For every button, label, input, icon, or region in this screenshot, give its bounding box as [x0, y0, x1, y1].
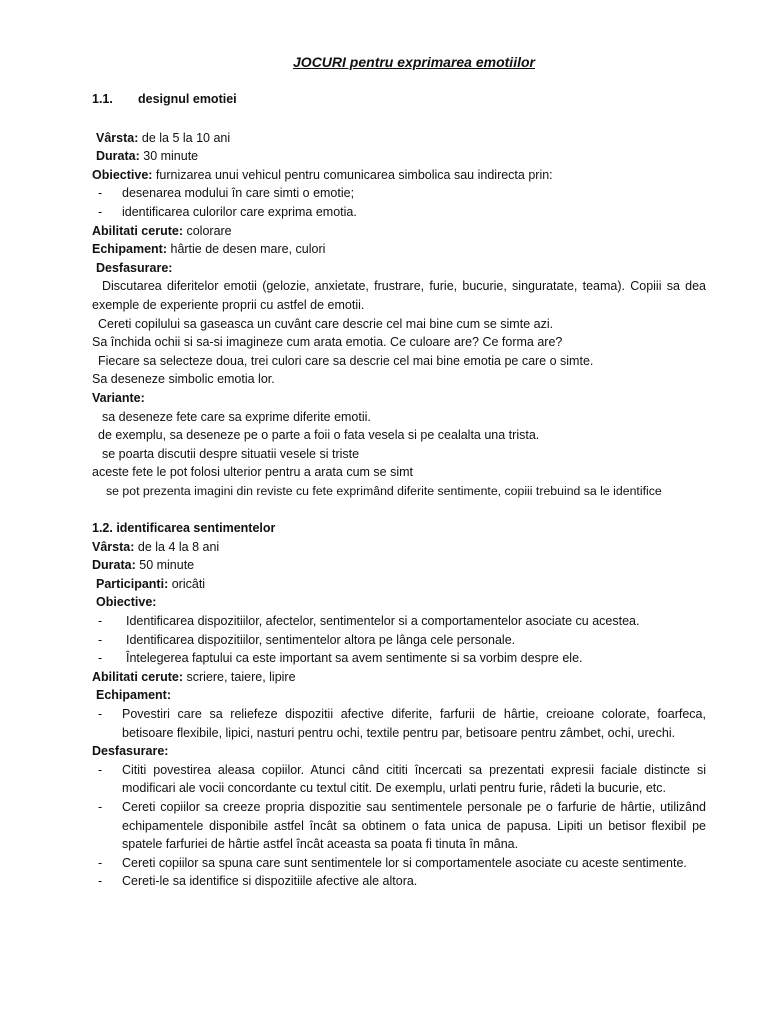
s1-var5: se pot prezenta imagini din reviste cu fete exprimând diferite sentimente, copiii trebuind sa le identifice [106, 483, 662, 498]
s1-desf-p4: Fiecare sa selecteze doua, trei culori care sa descrie cel mai bine emotia pe care o simte. [98, 353, 594, 368]
s1-var3: se poarta discutii despre situatii vesele si triste [102, 446, 360, 461]
list-item: - Identificarea dispozitiilor, afectelor, sentimentelor si a comportamentelor asociate cu acestea. [98, 614, 640, 629]
s1-desf-p5: Sa deseneze simbolic emotia lor. [92, 372, 275, 387]
s2-participanti: Participanti: oricâti [96, 576, 206, 591]
s1-var2: de exemplu, sa deseneze pe o parte a foii o fata vesela si pe cealalta una trista. [98, 428, 540, 443]
s1-varsta: Vârsta: de la 5 la 10 ani [96, 130, 231, 145]
s2-echipament-label: Echipament: [96, 688, 172, 703]
list-item: - Cereti-le sa identifice si dispozitiile afective ale altora. [98, 874, 418, 889]
section-1-title: designul emotiei [138, 92, 237, 106]
document-page [92, 52, 706, 891]
s1-echipament: Echipament: hârtie de desen mare, culori [92, 242, 326, 257]
s1-durata: Durata: 30 minute [96, 149, 199, 164]
s2-desfasurare-label: Desfasurare: [92, 744, 169, 759]
list-item: - identificarea culorilor care exprima emotia. [98, 204, 357, 219]
list-item: - Întelegerea faptului ca este important sa avem sentimente si sa vorbim despre ele. [98, 651, 583, 666]
s1-var1: sa deseneze fete care sa exprime diferite emotii. [102, 409, 371, 424]
s1-obiective: Obiective: furnizarea unui vehicul pentru comunicarea simbolica sau indirecta prin: [92, 167, 553, 182]
list-item: - desenarea modului în care simti o emotie; [98, 186, 355, 201]
s2-varsta: Vârsta: de la 4 la 8 ani [92, 539, 220, 554]
list-item: - Povestiri care sa reliefeze dispozitii afective diferite, farfurii de hârtie, creioane colorate, foarfeca, betisoare flexibile, lipici, nasturi pentru ochi, textile pentru par, betisoare pentru zâmbet, ochi, urechi. [98, 707, 706, 740]
s1-abilitati: Abilitati cerute: colorare [92, 223, 232, 238]
page-title: JOCURI pentru exprimarea emotiilor [293, 54, 535, 70]
list-item: - Cititi povestirea aleasa copiilor. Atunci când cititi încercati sa prezentati expresii faciale distincte si modificari ale vocii concordante cu textul citit. De exemplu, urlati pentru furie, râdeti la bucurie, etc. [98, 762, 706, 796]
s1-desf-p2: Cereti copilului sa gaseasca un cuvânt care descrie cel mai bine cum se simte azi. [98, 316, 554, 331]
list-item: - Cereti copiilor sa spuna care sunt sentimentele lor si comportamentele asociate cu aceste sentimente. [98, 855, 687, 870]
list-item: - Cereti copiilor sa creeze propria dispozitie sau sentimentele personale pe o farfurie de hârtie, utilizând echipamentele disponibile astfel încât sa obtinem o fata unica de papusa. Lipiti un betisor flexibil pe spatele farfuriei de hârtie astfel încât aceasta sa poata fi tinuta în mâna. [98, 799, 706, 852]
list-item: - Identificarea dispozitiilor, sentimentelor altora pe lânga cele personale. [98, 632, 516, 647]
section-1-number: 1.1. [92, 92, 113, 106]
s1-desf-p1: Discutarea diferitelor emotii (gelozie, anxietate, frustrare, furie, bucurie, singuratate, teama). Copiii sa dea exemple de experiente proprii cu astfel de emotii. [92, 279, 706, 312]
section-1-heading [92, 90, 706, 110]
s2-durata: Durata: 50 minute [92, 558, 195, 573]
s2-abilitati: Abilitati cerute: scriere, taiere, lipire [92, 669, 296, 684]
s1-variante-label: Variante: [92, 390, 145, 405]
s2-obiective-label: Obiective: [96, 595, 157, 610]
section-2-heading: 1.2. identificarea sentimentelor [92, 521, 276, 536]
s1-desfasurare-label: Desfasurare: [96, 260, 173, 275]
s1-var4: aceste fete le pot folosi ulterior pentru a arata cum se simt [92, 465, 413, 480]
s1-desf-p3: Sa închida ochii si sa-si imagineze cum arata emotia. Ce culoare are? Ce forma are? [92, 335, 563, 350]
